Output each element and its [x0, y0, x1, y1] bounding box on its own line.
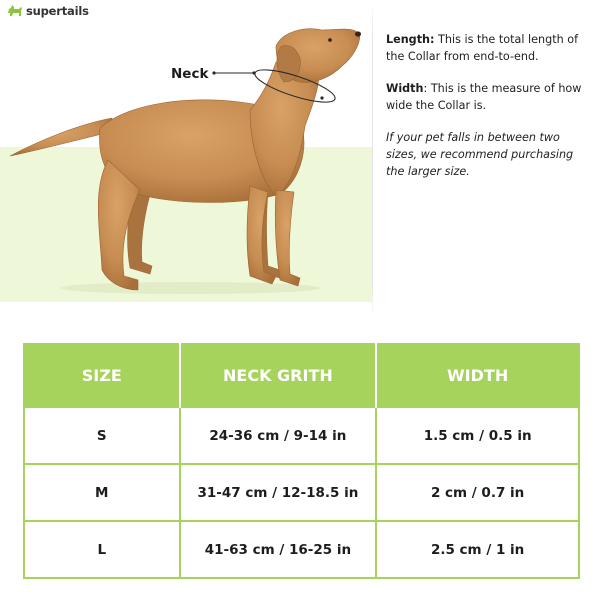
width-description — [386, 81, 590, 114]
width-cell: 2 cm / 0.7 in — [376, 464, 579, 521]
size-note: If your pet falls in between two sizes, we recommend purchasing the larger size. — [386, 131, 574, 178]
size-cell: S — [24, 407, 180, 464]
floor-shadow — [60, 282, 320, 294]
size-cell: M — [24, 464, 180, 521]
leader-dot — [252, 71, 255, 74]
header-neck-grith: NECK GRITH — [180, 344, 377, 407]
vertical-divider — [372, 0, 373, 322]
neck-cell: 31-47 cm / 12-18.5 in — [180, 464, 377, 521]
neck-cell: 41-63 cm / 16-25 in — [180, 521, 377, 578]
eye — [328, 38, 332, 42]
neck-cell: 24-36 cm / 9-14 in — [180, 407, 377, 464]
table-row — [24, 464, 579, 521]
width-term: Width — [386, 82, 424, 96]
length-description — [386, 32, 590, 65]
width-cell: 1.5 cm / 0.5 in — [376, 407, 579, 464]
nose — [355, 31, 361, 36]
table-row — [24, 521, 579, 578]
table-header-row — [24, 344, 579, 407]
width-text: : This is the measure of how wide the Collar is. — [386, 82, 582, 112]
size-cell: L — [24, 521, 180, 578]
dog-photo — [0, 0, 372, 302]
header-size: SIZE — [24, 344, 180, 407]
table-row — [24, 407, 579, 464]
length-text: This is the total length of the Collar from end-to-end. — [386, 33, 579, 63]
leader-dot — [212, 71, 215, 74]
neck-label: Neck — [171, 66, 209, 82]
size-table — [23, 343, 580, 579]
info-panel — [386, 32, 590, 196]
leader-dot — [320, 96, 323, 99]
brand-name: supertails — [26, 4, 89, 18]
header-width: WIDTH — [376, 344, 579, 407]
length-term: Length: — [386, 33, 435, 46]
width-cell: 2.5 cm / 1 in — [376, 521, 579, 578]
